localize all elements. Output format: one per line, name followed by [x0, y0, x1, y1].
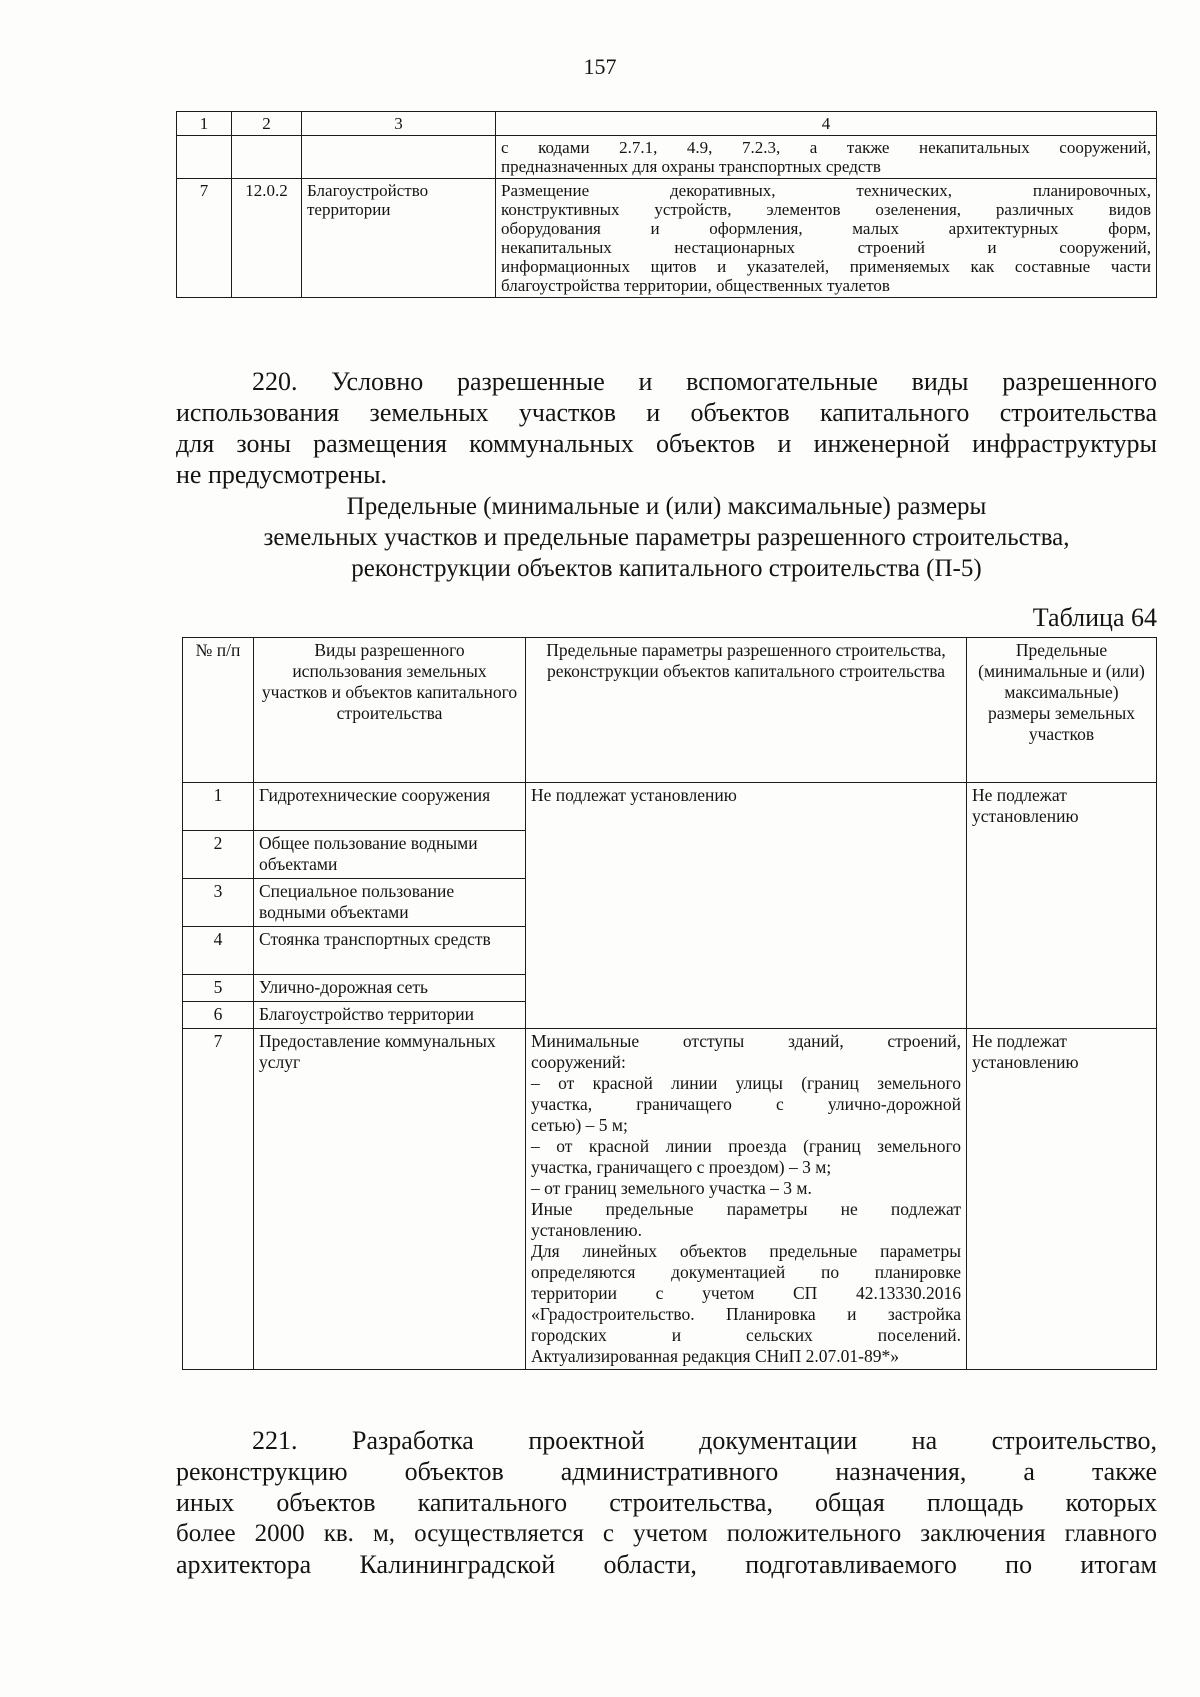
table-64: [182, 637, 1157, 1370]
top-col-2: 2: [232, 112, 302, 136]
row-name: Благоустройство территории: [302, 179, 496, 298]
table-row: 6 Благоустройство территории: [183, 1002, 1157, 1029]
table-caption: Таблица 64: [1032, 603, 1157, 632]
table-row-7: 7 Предоставление коммунальных услуг Минимальные отступы зданий, строений, сооружений: – от красной линии улицы (границ земельного участка, граничащего с улично-дорожной сетью) – 5 м; – от красной линии проезда (границ земельного участка, граничащего с проездом) – 3 м; – от границ земельного участка – 3 м. Иные предельные параметры не подлежат установлению. Для линейных объектов предельные параметры определяются документацией по планировке территории с учетом СП 42.13330.2016 «Градостроительство. Планировка и застройка городских и сельских поселений. Актуализированная редакция СНиП 2.07.01-89*» Не подлежат установлению: [183, 1029, 1157, 1370]
top-table-header: [177, 112, 1157, 136]
section-heading: Предельные (минимальные и (или) максимальные) размеры земельных участков и предельные параметры разрешенного строительства, реконструкции объектов капитального строительства (П-5): [263, 493, 1070, 582]
continuation-text: с кодами 2.7.1, 4.9, 7.2.3, а также некапитальных сооружений, предназначенных для охраны транспортных средств: [496, 136, 1157, 179]
header-sizes: Предельные (минимальные и (или) максимальные) размеры земельных участков: [967, 638, 1157, 783]
paragraph-220: 220. Условно разрешенные и вспомогательные виды разрешенного использования земельных участков и объектов капитального строительства для зоны размещения коммунальных объектов и инженерной инфраструктуры не предусмотрены.: [176, 367, 1157, 489]
row-7-sizes: Не подлежат установлению: [967, 1029, 1157, 1370]
table-row: 2 Общее пользование водными объектами: [183, 831, 1157, 879]
table-row: 5 Улично-дорожная сеть: [183, 975, 1157, 1002]
group-parameters: Не подлежат установлению: [526, 783, 967, 1029]
header-use-type: Виды разрешенного использования земельных участков и объектов капитального строительства: [254, 638, 526, 783]
top-table-row-7: [177, 179, 1157, 298]
table-64-header: [183, 638, 1157, 783]
top-col-3: 3: [302, 112, 496, 136]
table-row: 4 Стоянка транспортных средств: [183, 927, 1157, 975]
paragraph-221: 221. Разработка проектной документации на строительство, реконструкцию объектов административного назначения, а также иных объектов капитального строительства, общая площадь которых более 2000 кв. м, осуществляется с учетом положительного заключения главного архитектора Калининградской области, подготавливаемого по итогам: [176, 1426, 1157, 1579]
row-number: 7: [177, 179, 232, 298]
row-description: Размещение декоративных, технических, планировочных, конструктивных устройств, элементов озеленения, различных видов оборудования и оформления, малых архитектурных форм, некапитальных нестационарных строений и сооружений, информационных щитов и указателей, применяемых как составные части благоустройства территории, общественных туалетов: [496, 179, 1157, 298]
top-col-4: 4: [496, 112, 1157, 136]
table-row: 3 Специальное пользование водными объектами: [183, 879, 1157, 927]
row-code: 12.0.2: [232, 179, 302, 298]
row-7-parameters: Минимальные отступы зданий, строений, сооружений: – от красной линии улицы (границ земельного участка, граничащего с улично-дорожной сетью) – 5 м; – от красной линии проезда (границ земельного участка, граничащего с проездом) – 3 м; – от границ земельного участка – 3 м. Иные предельные параметры не подлежат установлению. Для линейных объектов предельные параметры определяются документацией по планировке территории с учетом СП 42.13330.2016 «Градостроительство. Планировка и застройка городских и сельских поселений. Актуализированная редакция СНиП 2.07.01-89*»: [526, 1029, 967, 1370]
top-table: [176, 111, 1157, 298]
page-number: 157: [583, 54, 617, 79]
top-table-continuation-row: [177, 136, 1157, 179]
top-col-1: 1: [177, 112, 232, 136]
header-parameters: Предельные параметры разрешенного строительства, реконструкции объектов капитального строительства: [526, 638, 967, 783]
table-row: 1 Гидротехнические сооружения Не подлежат установлению Не подлежат установлению: [183, 783, 1157, 831]
header-number: № п/п: [183, 638, 254, 783]
group-sizes: Не подлежат установлению: [967, 783, 1157, 1029]
